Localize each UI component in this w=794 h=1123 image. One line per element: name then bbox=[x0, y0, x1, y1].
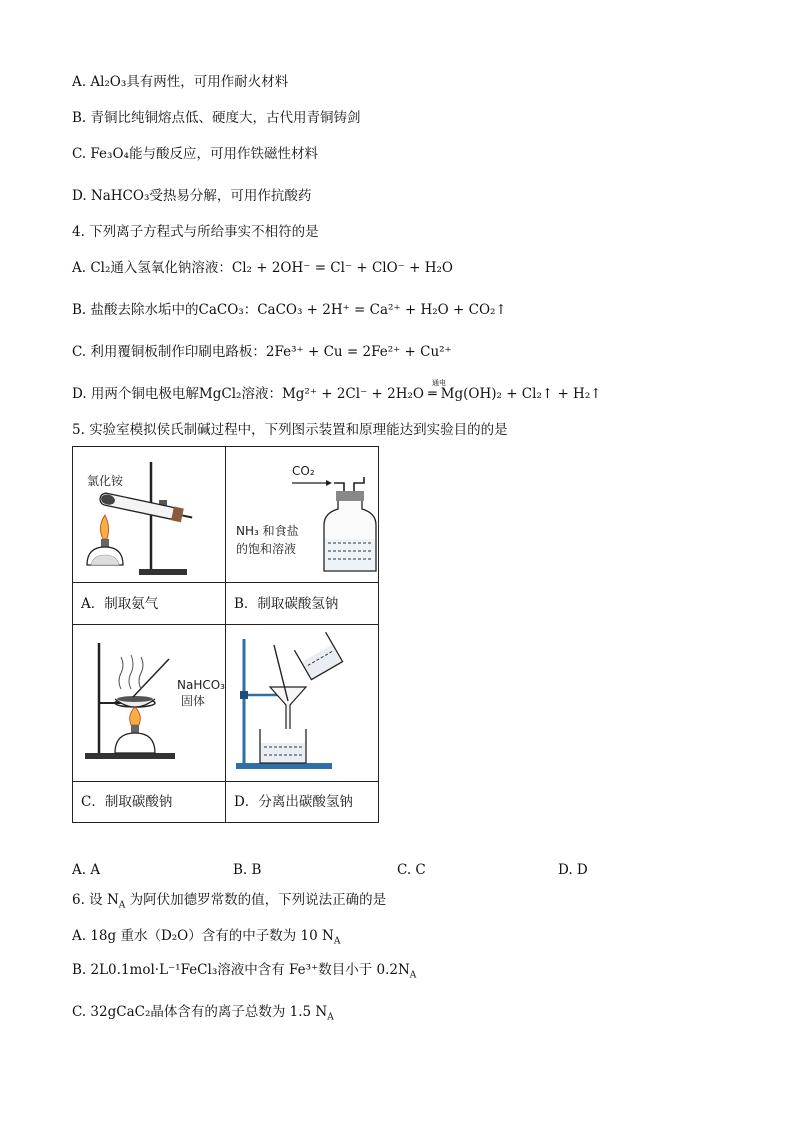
solid-label: 固体 bbox=[181, 693, 206, 708]
apparatus-d-diagram bbox=[226, 625, 378, 779]
electrolysis-condition-label: 通电 bbox=[432, 379, 446, 387]
line-q4a: A. Cl₂通入氢氧化钠溶液：Cl₂ + 2OH⁻ = Cl⁻ + ClO⁻ + H₂O bbox=[72, 260, 453, 276]
line-q4b: B. 盐酸去除水垢中的CaCO₃：CaCO₃ + 2H⁺ = Ca²⁺ + H₂O + CO₂↑ bbox=[72, 302, 507, 318]
apparatus-c-diagram bbox=[73, 625, 225, 779]
line-q3a: A. Al₂O₃具有两性，可用作耐火材料 bbox=[72, 74, 289, 90]
q5-option-2[interactable]: C. C bbox=[397, 862, 426, 878]
line-q3b: B. 青铜比纯铜熔点低、硬度大，古代用青铜铸剑 bbox=[72, 110, 361, 126]
nahco3-label: NaHCO₃ bbox=[177, 677, 225, 692]
line-q5: 5. 实验室模拟侯氏制碱过程中，下列图示装置和原理能达到实验目的的是 bbox=[72, 422, 508, 438]
caption-b-cell bbox=[226, 583, 379, 624]
caption-a: A．制取氨气 bbox=[81, 595, 159, 612]
line-q4c: C. 利用覆铜板制作印刷电路板：2Fe³⁺ + Cu = 2Fe²⁺ + Cu²⁺ bbox=[72, 344, 452, 360]
line-q6: 6. 设 $N_A$ 为阿伏加德罗常数的值，下列说法正确的是 bbox=[72, 892, 387, 911]
q5-option-1[interactable]: B. B bbox=[233, 862, 262, 878]
line-q6a: A. 18g 重水（D₂O）含有的中子数为 10 $N_A$ bbox=[72, 928, 341, 947]
co2-label: CO₂ bbox=[292, 464, 315, 478]
caption-d-cell bbox=[226, 781, 379, 822]
caption-d: D．分离出碳酸氢钠 bbox=[234, 793, 353, 810]
figure-a-cell bbox=[73, 447, 226, 583]
line-q3d: D. NaHCO₃受热易分解，可用作抗酸药 bbox=[72, 188, 312, 204]
q5-option-0[interactable]: A. A bbox=[72, 862, 101, 878]
ammonium-chloride-label: 氯化铵 bbox=[87, 474, 124, 488]
caption-b: B．制取碳酸氢钠 bbox=[234, 595, 339, 612]
figure-b-cell bbox=[226, 447, 379, 583]
saturated-solution-label: 的饱和溶液 bbox=[236, 542, 297, 556]
apparatus-b-diagram bbox=[226, 447, 378, 581]
caption-c: C．制取碳酸钠 bbox=[81, 793, 173, 810]
figure-d-cell bbox=[226, 624, 379, 781]
line-q6b: B. 2L0.1mol·L⁻¹FeCl₃溶液中含有 Fe³⁺数目小于 $0.2N_A$ bbox=[72, 962, 417, 981]
nh3-salt-label: NH₃ 和食盐 bbox=[236, 524, 299, 538]
line-q4: 4. 下列离子方程式与所给事实不相符的是 bbox=[72, 224, 319, 240]
q5-option-3[interactable]: D. D bbox=[558, 862, 588, 878]
line-q6c: C. 32gCaC₂晶体含有的离子总数为 1.5 $N_A$ bbox=[72, 1004, 334, 1023]
caption-c-cell bbox=[73, 781, 226, 822]
figure-c-cell bbox=[73, 624, 226, 781]
line-q4d: D. 用两个铜电极电解MgCl₂溶液：Mg²⁺ + 2Cl⁻ + 2H₂O ═ Mg(OH)₂ + Cl₂↑ + H₂↑ bbox=[72, 386, 602, 402]
q5-apparatus-table bbox=[72, 446, 379, 823]
apparatus-a-diagram bbox=[73, 447, 225, 581]
caption-a-cell bbox=[73, 583, 226, 624]
line-q3c: C. Fe₃O₄能与酸反应，可用作铁磁性材料 bbox=[72, 146, 318, 162]
